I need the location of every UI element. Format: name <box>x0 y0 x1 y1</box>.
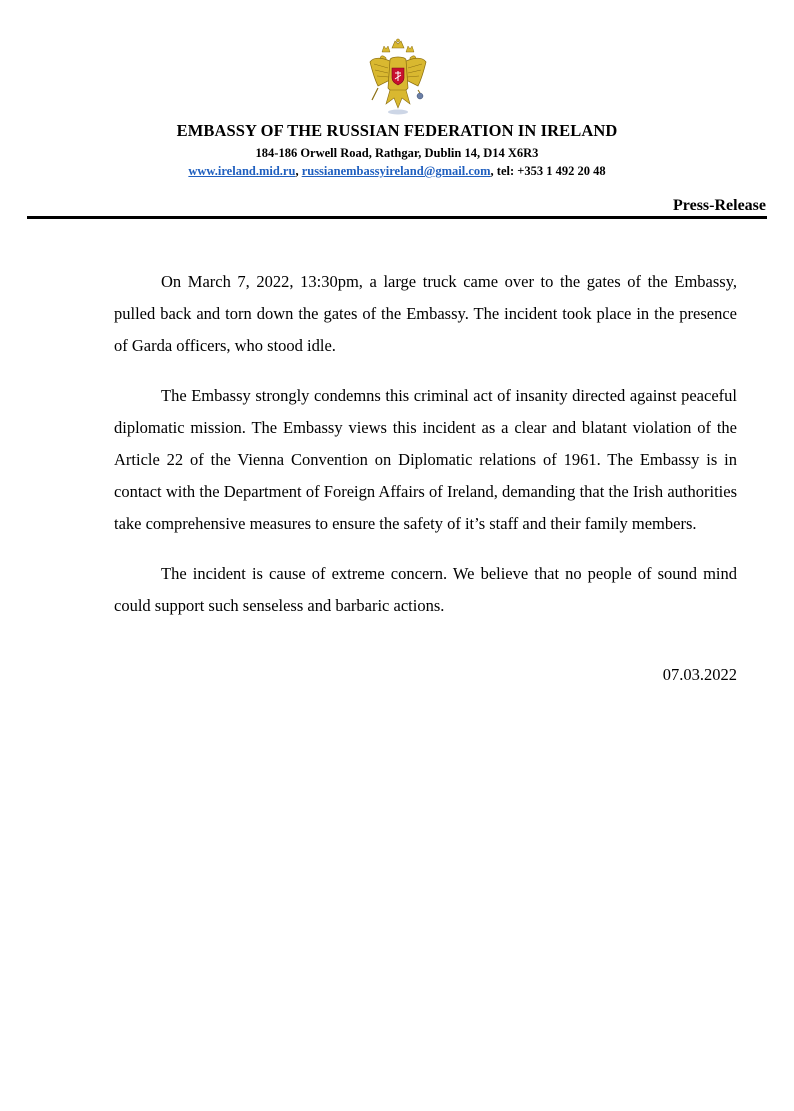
paragraph: On March 7, 2022, 13:30pm, a large truck came over to the gates of the Embassy, pulled back and torn down the gates of the Embassy. The incident took place in the presence of Garda officers, who stood idle. <box>114 272 737 355</box>
press-release-body <box>114 266 737 641</box>
email-link[interactable]: russianembassyireland@gmail.com <box>301 164 491 178</box>
release-date: 07.03.2022 <box>662 665 737 684</box>
coat-of-arms-icon <box>368 38 428 118</box>
contact-line <box>0 163 794 179</box>
contact-separator: , <box>295 164 302 178</box>
embassy-name: EMBASSY OF THE RUSSIAN FEDERATION IN IRELAND <box>176 121 618 140</box>
crown-icon <box>382 39 414 52</box>
paragraph: The incident is cause of extreme concern. We believe that no people of sound mind could support such senseless and barbaric actions. <box>114 564 737 616</box>
document-type-label: Press-Release <box>673 197 766 214</box>
website-link[interactable]: www.ireland.mid.ru <box>188 164 296 178</box>
paragraph: The Embassy strongly condemns this criminal act of insanity directed against peaceful diplomatic mission. The Embassy views this incident as a clear and blatant violation of the Article 22 of the Vienna Convention on Diplomatic relations of 1961. The Embassy is in contact with the Department of Foreign Affairs of Ireland, demanding that the Irish authorities take comprehensive measures to ensure the safety of it’s staff and their family members. <box>114 386 737 533</box>
embassy-address: 184-186 Orwell Road, Rathgar, Dublin 14, D14 X6R3 <box>255 146 539 160</box>
header-divider <box>27 216 767 219</box>
phone-number: , tel: +353 1 492 20 48 <box>490 164 606 178</box>
